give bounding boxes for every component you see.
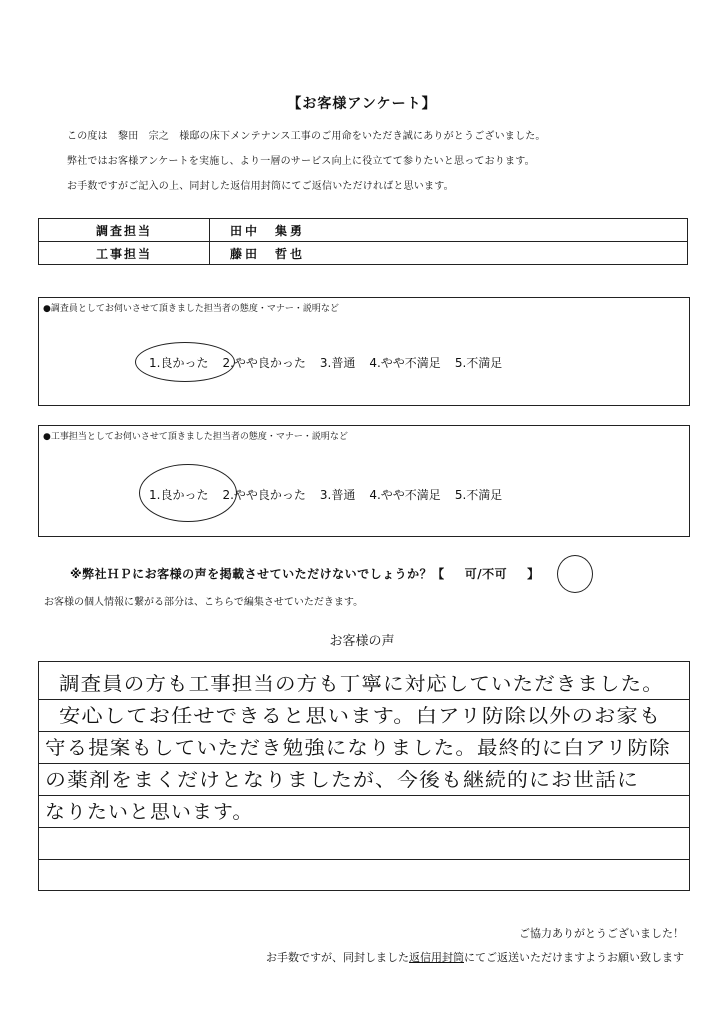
hp-question: ※弊社ＨＰにお客様の声を掲載させていただけないでしょうか？	[70, 567, 433, 581]
q1-option-4[interactable]: 4.やや不満足	[369, 356, 441, 370]
hp-slash: /	[477, 567, 483, 581]
q1-option-3[interactable]: 3.普通	[319, 356, 356, 370]
voice-line-3: 守る提案もしていただき勉強になりました。最終的に白アリ防除	[45, 737, 671, 759]
q1-option-5[interactable]: 5.不満足	[454, 356, 503, 370]
construction-staff-name: 藤田 哲也	[210, 242, 688, 265]
voice-rule	[39, 827, 689, 828]
hp-option-no[interactable]: 不可	[482, 567, 508, 581]
voice-line-1: 調査員の方も工事担当の方も丁寧に対応していただきました。	[59, 673, 664, 695]
question-1-box	[38, 297, 690, 406]
q2-option-3[interactable]: 3.普通	[319, 488, 356, 502]
question-1-text: ●調査員としてお伺いさせて頂きました担当者の態度・マナー・説明など	[43, 304, 339, 314]
hp-consent-line	[70, 565, 540, 582]
q1-option-1[interactable]: 1.良かった	[149, 356, 209, 370]
survey-staff-label: 調査担当	[39, 219, 210, 242]
hp-bracket-close: 】	[527, 567, 540, 581]
closing-before: お手数ですが、同封しました	[266, 951, 409, 964]
question-2-text: ●工事担当としてお伺いさせて頂きました担当者の態度・マナー・説明など	[43, 432, 348, 442]
staff-table	[38, 218, 688, 265]
staff-row-survey	[39, 219, 688, 242]
intro-line-1: この度は 黎田 宗之 様邸の床下メンテナンス工事のご用命をいただき誠にありがとうございました。	[67, 131, 546, 142]
voice-line-4: の薬剤をまくだけとなりましたが、今後も継続的にお世話に	[45, 769, 640, 791]
q2-option-2[interactable]: 2.やや良かった	[222, 488, 306, 502]
survey-title: 【お客様アンケート】	[287, 96, 437, 112]
question-2-box	[38, 425, 690, 537]
q2-option-4[interactable]: 4.やや不満足	[369, 488, 441, 502]
voice-rule	[39, 795, 689, 796]
closing-text	[266, 949, 684, 965]
voice-line-5: なりたいと思います。	[45, 801, 254, 823]
q1-selection-circle	[135, 342, 235, 382]
intro-line-2: 弊社ではお客様アンケートを実施し、より一層のサービス向上に役立てて参りたいと思っております。	[67, 156, 535, 167]
voice-rule	[39, 763, 689, 764]
q2-selection-circle	[139, 464, 237, 522]
q1-option-2[interactable]: 2.やや良かった	[222, 356, 306, 370]
voice-rule	[39, 699, 689, 700]
voice-rule	[39, 859, 689, 860]
privacy-note: お客様の個人情報に繋がる部分は、こちらで編集させていただきます。	[44, 597, 364, 608]
voice-heading: お客様の声	[329, 634, 395, 649]
voice-rule	[39, 731, 689, 732]
intro-line-3: お手数ですがご記入の上、同封した返信用封筒にてご返信いただければと思います。	[67, 181, 454, 192]
hp-bracket-open: 【	[432, 567, 445, 581]
voice-line-2: 安心してお任せできると思います。白アリ防除以外のお家も	[59, 705, 662, 727]
thanks-text: ご協力ありがとうございました！	[519, 927, 684, 940]
q2-option-1[interactable]: 1.良かった	[149, 488, 209, 502]
staff-row-construction	[39, 242, 688, 265]
q2-option-5[interactable]: 5.不満足	[454, 488, 503, 502]
survey-staff-name: 田中 集勇	[210, 219, 688, 242]
hp-selection-circle	[557, 555, 593, 593]
hp-option-yes[interactable]: 可	[464, 567, 478, 581]
closing-after: にてご返送いただけますようお願い致します	[464, 951, 684, 964]
closing-envelope: 返信用封筒	[409, 951, 464, 964]
construction-staff-label: 工事担当	[39, 242, 210, 265]
voice-box	[38, 661, 690, 891]
